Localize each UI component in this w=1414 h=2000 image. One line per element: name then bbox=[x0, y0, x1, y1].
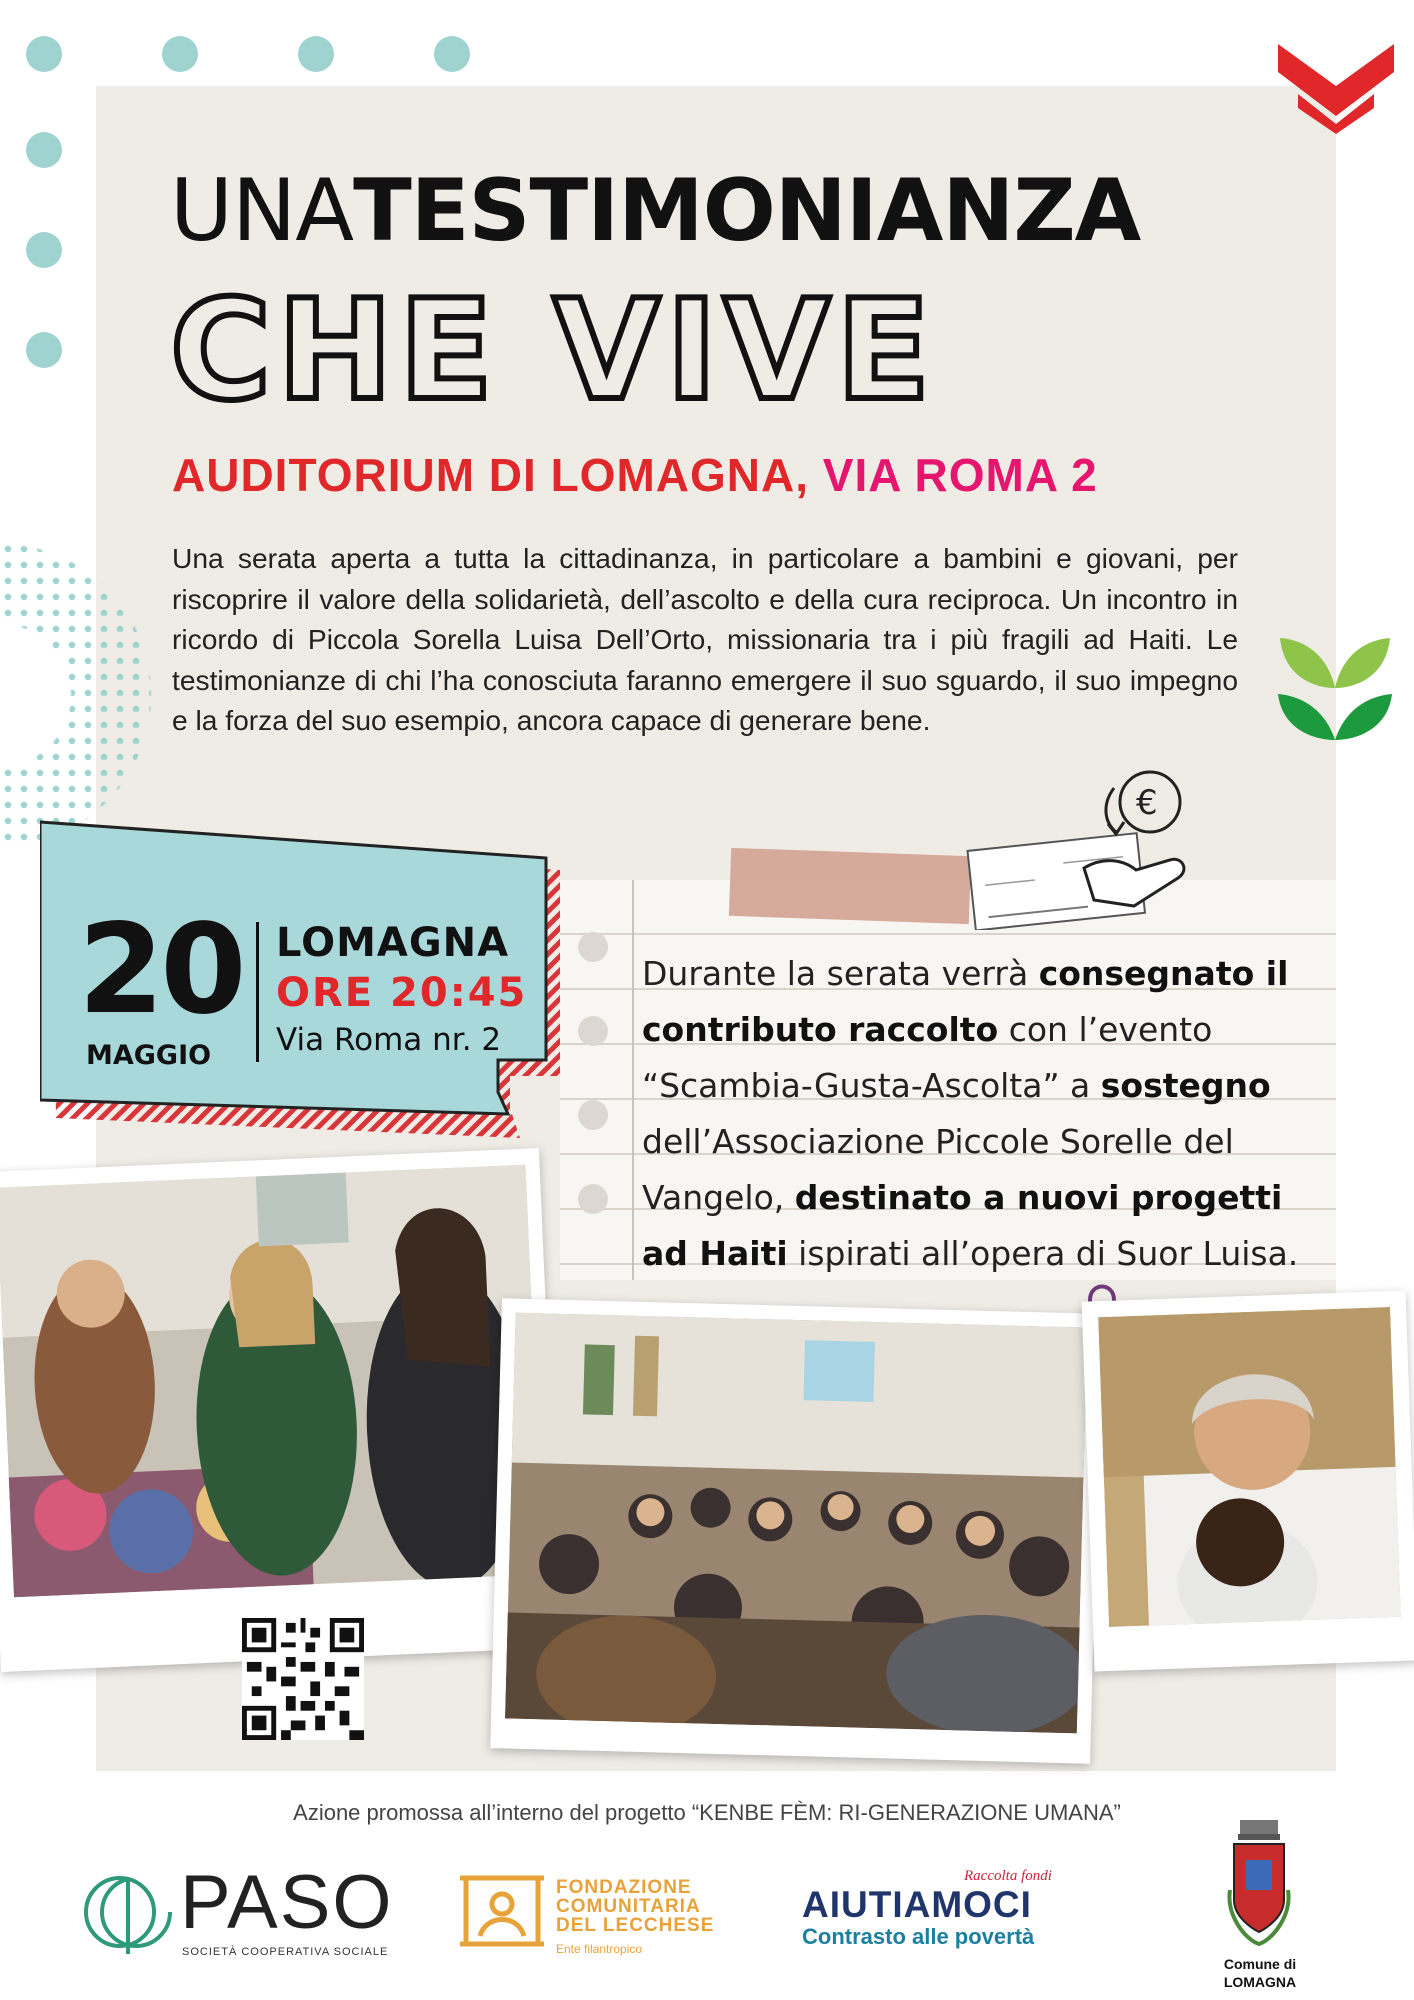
paso-logo-text: PASO bbox=[180, 1860, 394, 1945]
aiutiamoci-tagline: Raccolta fondi bbox=[964, 1868, 1052, 1884]
tape-strip bbox=[729, 848, 971, 924]
date-city: LOMAGNA bbox=[276, 920, 510, 966]
decor-dot bbox=[434, 36, 470, 72]
notebook-hole bbox=[578, 1016, 608, 1046]
date-month: MAGGIO bbox=[86, 1040, 212, 1071]
sprout-icon bbox=[1276, 628, 1394, 746]
venue-street: VIA ROMA 2 bbox=[822, 449, 1098, 501]
decor-dot bbox=[162, 36, 198, 72]
contrib-part-3: dell’Associazione Piccole Sorelle del Vangelo, bbox=[642, 1122, 1234, 1217]
fondazione-logo-subtitle: Ente filantropico bbox=[556, 1942, 643, 1956]
comune-crest-icon bbox=[1226, 1820, 1292, 1950]
date-day: 20 bbox=[78, 898, 243, 1042]
venue-line bbox=[172, 449, 1098, 501]
venue-place: AUDITORIUM DI LOMAGNA, bbox=[172, 449, 810, 501]
photo-clothing-swap bbox=[0, 1148, 561, 1672]
notebook-margin-line bbox=[632, 880, 634, 1280]
decor-dot bbox=[26, 132, 62, 168]
comune-label-1: Comune di bbox=[1223, 1956, 1297, 1972]
fondazione-line-3: DEL LECCHESE bbox=[556, 1915, 715, 1936]
qr-code-icon[interactable] bbox=[242, 1618, 364, 1740]
decor-dot bbox=[298, 36, 334, 72]
comune-label-2: LOMAGNA bbox=[1223, 1974, 1297, 1990]
date-address: Via Roma nr. 2 bbox=[276, 1022, 502, 1058]
photo-sister-luisa bbox=[1082, 1290, 1414, 1671]
title-line-1 bbox=[170, 161, 1141, 261]
photo-group-meeting bbox=[490, 1298, 1102, 1764]
fondazione-logo-icon bbox=[456, 1874, 548, 1948]
contrib-part-1: Durante la serata verrà bbox=[642, 954, 1039, 993]
fondazione-line-2: COMUNITARIA bbox=[556, 1896, 701, 1917]
decor-dot bbox=[26, 232, 62, 268]
paso-logo-subtitle: SOCIETÀ COOPERATIVA SOCIALE bbox=[182, 1946, 389, 1958]
title-testimonianza: TESTIMONIANZA bbox=[353, 161, 1141, 261]
aiutiamoci-logo-subtitle: Contrasto alle povertà bbox=[802, 1924, 1035, 1949]
svg-text:€: € bbox=[1136, 783, 1158, 823]
fondazione-logo-text bbox=[556, 1878, 714, 1935]
contribution-text bbox=[642, 946, 1332, 1282]
decor-dot bbox=[26, 36, 62, 72]
notebook-hole bbox=[578, 1184, 608, 1214]
title-una: UNA bbox=[170, 161, 354, 261]
contrib-bold-3: destinato a nuovi progetti ad Haiti bbox=[642, 1178, 1283, 1273]
date-time: ORE 20:45 bbox=[276, 970, 528, 1016]
aiutiamoci-logo-text: AIUTIAMOCI bbox=[802, 1884, 1032, 1925]
project-footer-text: Azione promossa all’interno del progetto “KENBE FÈM: RI-GENERAZIONE UMANA” bbox=[293, 1800, 1121, 1825]
paso-logo-icon bbox=[82, 1866, 174, 1958]
notebook-hole bbox=[578, 932, 608, 962]
photo-sister-luisa-image bbox=[1098, 1307, 1401, 1627]
date-divider bbox=[256, 922, 259, 1062]
photo-clothing-swap-image bbox=[0, 1165, 543, 1598]
title-line-2: CHE VIVE bbox=[170, 270, 937, 431]
fondazione-line-1: FONDAZIONE bbox=[556, 1877, 692, 1898]
contrib-part-2: con l’evento “Scambia-Gusta-Ascolta” a bbox=[642, 1010, 1213, 1105]
event-description: Una serata aperta a tutta la cittadinanza, in particolare a bambini e giovani, per riscoprire il valore della solidarietà, dell’ascolto e della cura reciproca. Un incontro in ricordo di Piccola Sorella Luisa Dell’Orto, missionaria tra i più fragili ad Haiti. Le testimonianze di chi l’ha conosciuta faranno emergere il suo sguardo, il suo impegno e la forza del suo esempio, ancora capace di generare bene. bbox=[172, 542, 1238, 736]
photo-group-meeting-image bbox=[505, 1313, 1087, 1734]
decor-dot bbox=[26, 332, 62, 368]
contrib-bold-1: consegnato il contributo raccolto bbox=[642, 954, 1289, 1049]
chevron-red-icon bbox=[1276, 38, 1396, 134]
contrib-bold-2: sostegno bbox=[1100, 1066, 1271, 1105]
notebook-hole bbox=[578, 1100, 608, 1130]
euro-hand-icon bbox=[964, 760, 1214, 930]
contrib-part-4: ispirati all’opera di Suor Luisa. bbox=[787, 1234, 1299, 1273]
